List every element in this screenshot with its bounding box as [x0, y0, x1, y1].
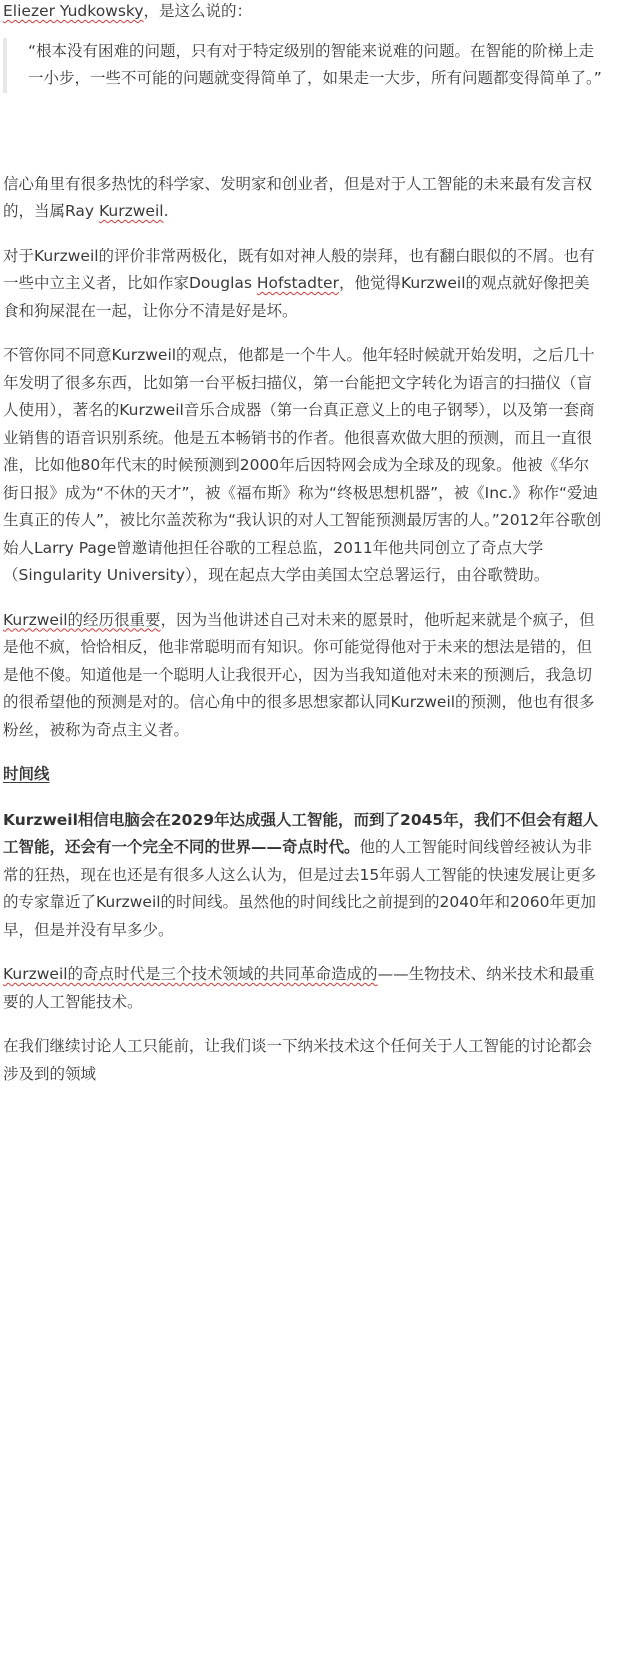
paragraph-text: ，因为当他讲述自己对未来的愿景时，他听起来就是个疯子，但是他不疯，恰恰相反，他非常聪明而有知识。你可能觉得他对于未来的想法是错的，但是他不傻。知道他是一个聪明人让我很开心，因为当我知道他对未来的预测后，我急切的很希望他的预测是对的。信心角中的很多思想家都认同Kurzweil的预测，他也有很多粉丝，被称为奇点主义者。	[3, 610, 595, 739]
paragraph-end: .	[163, 202, 169, 220]
paragraph-achievements: 不管你同不同意Kurzweil的观点，他都是一个牛人。他年轻时候就开始发明，之后几十年发明了很多东西，比如第一台平板扫描仪，第一台能把文字转化为语言的扫描仪（盲人使用），著名的Kurzweil音乐合成器（第一台真正意义上的电子钢琴），以及第一套商业销售的语音识别系统。他是五本畅销书的作者。他很喜欢做大胆的预测，而且一直很准，比如他80年代末的时候预测到2000年后因特网会成为全球及的现象。他被《华尔街日报》成为“不休的天才”，被《福布斯》称为“终极思想机器”，被《Inc.》称作“爱迪生真正的传人”，被比尔盖茨称为“我认识的对人工智能预测最厉害的人。”2012年谷歌创始人Larry Page曾邀请他担任谷歌的工程总监，2011年他共同创立了奇点大学（Singularity University），现在起点大学由美国太空总署运行，由谷歌赞助。	[3, 346, 602, 584]
paragraph-text: 信心角里有很多热忱的科学家、发明家和创业者，但是对于人工智能的未来最有发言权的，当属Ray	[3, 174, 593, 220]
quote-intro	[3, 0, 603, 26]
paragraph-nanotech: 在我们继续讨论人工只能前，让我们谈一下纳米技术这个任何关于人工智能的讨论都会涉及到的领域	[3, 1037, 593, 1083]
article-body	[3, 0, 603, 1105]
paragraph-text-continued: ，他觉得Kurzweil的观点就好像把美食和狗屎混在一起，让你分不清是好是坏。	[3, 274, 590, 320]
author-name: Eliezer Yudkowsky	[3, 2, 144, 20]
timeline-bold-claim: Kurzweil相信电脑会在2029年达成强人工智能，而到了2045年，我们不但会有超人工智能，还会有一个完全不同的世界——奇点时代。	[3, 810, 599, 856]
quote-text: “根本没有困难的问题，只有对于特定级别的智能来说难的问题。在智能的阶梯上走一小步，一些不可能的问题就变得简单了，如果走一大步，所有问题都变得简单了。”	[28, 41, 602, 87]
paragraph-text: 他的人工智能时间线曾经被认为非常的狂热，现在也还是有很多人这么认为，但是过去15年弱人工智能的快速发展让更多的专家靠近了Kurzweil的时间线。虽然他的时间线比之前提到的2040年和2060年更加早，但是并没有早多少。	[3, 838, 597, 939]
section-heading-timeline: 时间线	[3, 765, 50, 783]
blockquote	[3, 38, 603, 93]
kurzweil-name: Kurzweil	[99, 202, 164, 220]
paragraph-kurzweil-intro	[3, 171, 603, 226]
intro-text: ，是这么说的：	[143, 2, 253, 20]
paragraph-opinions	[3, 243, 603, 326]
paragraph-text: 对于Kurzweil的评价非常两极化，既有如对神人般的崇拜，也有翻白眼似的不屑。也有一些中立主义者，比如作家Douglas	[3, 246, 595, 292]
paragraph-text: ——生物技术、纳米技术和最重要的人工智能技术。	[3, 965, 595, 1011]
paragraph-timeline	[3, 807, 603, 945]
hofstadter-name: Hofstadter	[256, 274, 339, 292]
paragraph-experience	[3, 607, 603, 745]
singularity-lead: Kurzweil的奇点时代是三个技术领域的共同革命造成的	[3, 965, 378, 983]
paragraph-singularity	[3, 961, 603, 1016]
experience-lead: Kurzweil的经历很重要	[3, 610, 161, 629]
